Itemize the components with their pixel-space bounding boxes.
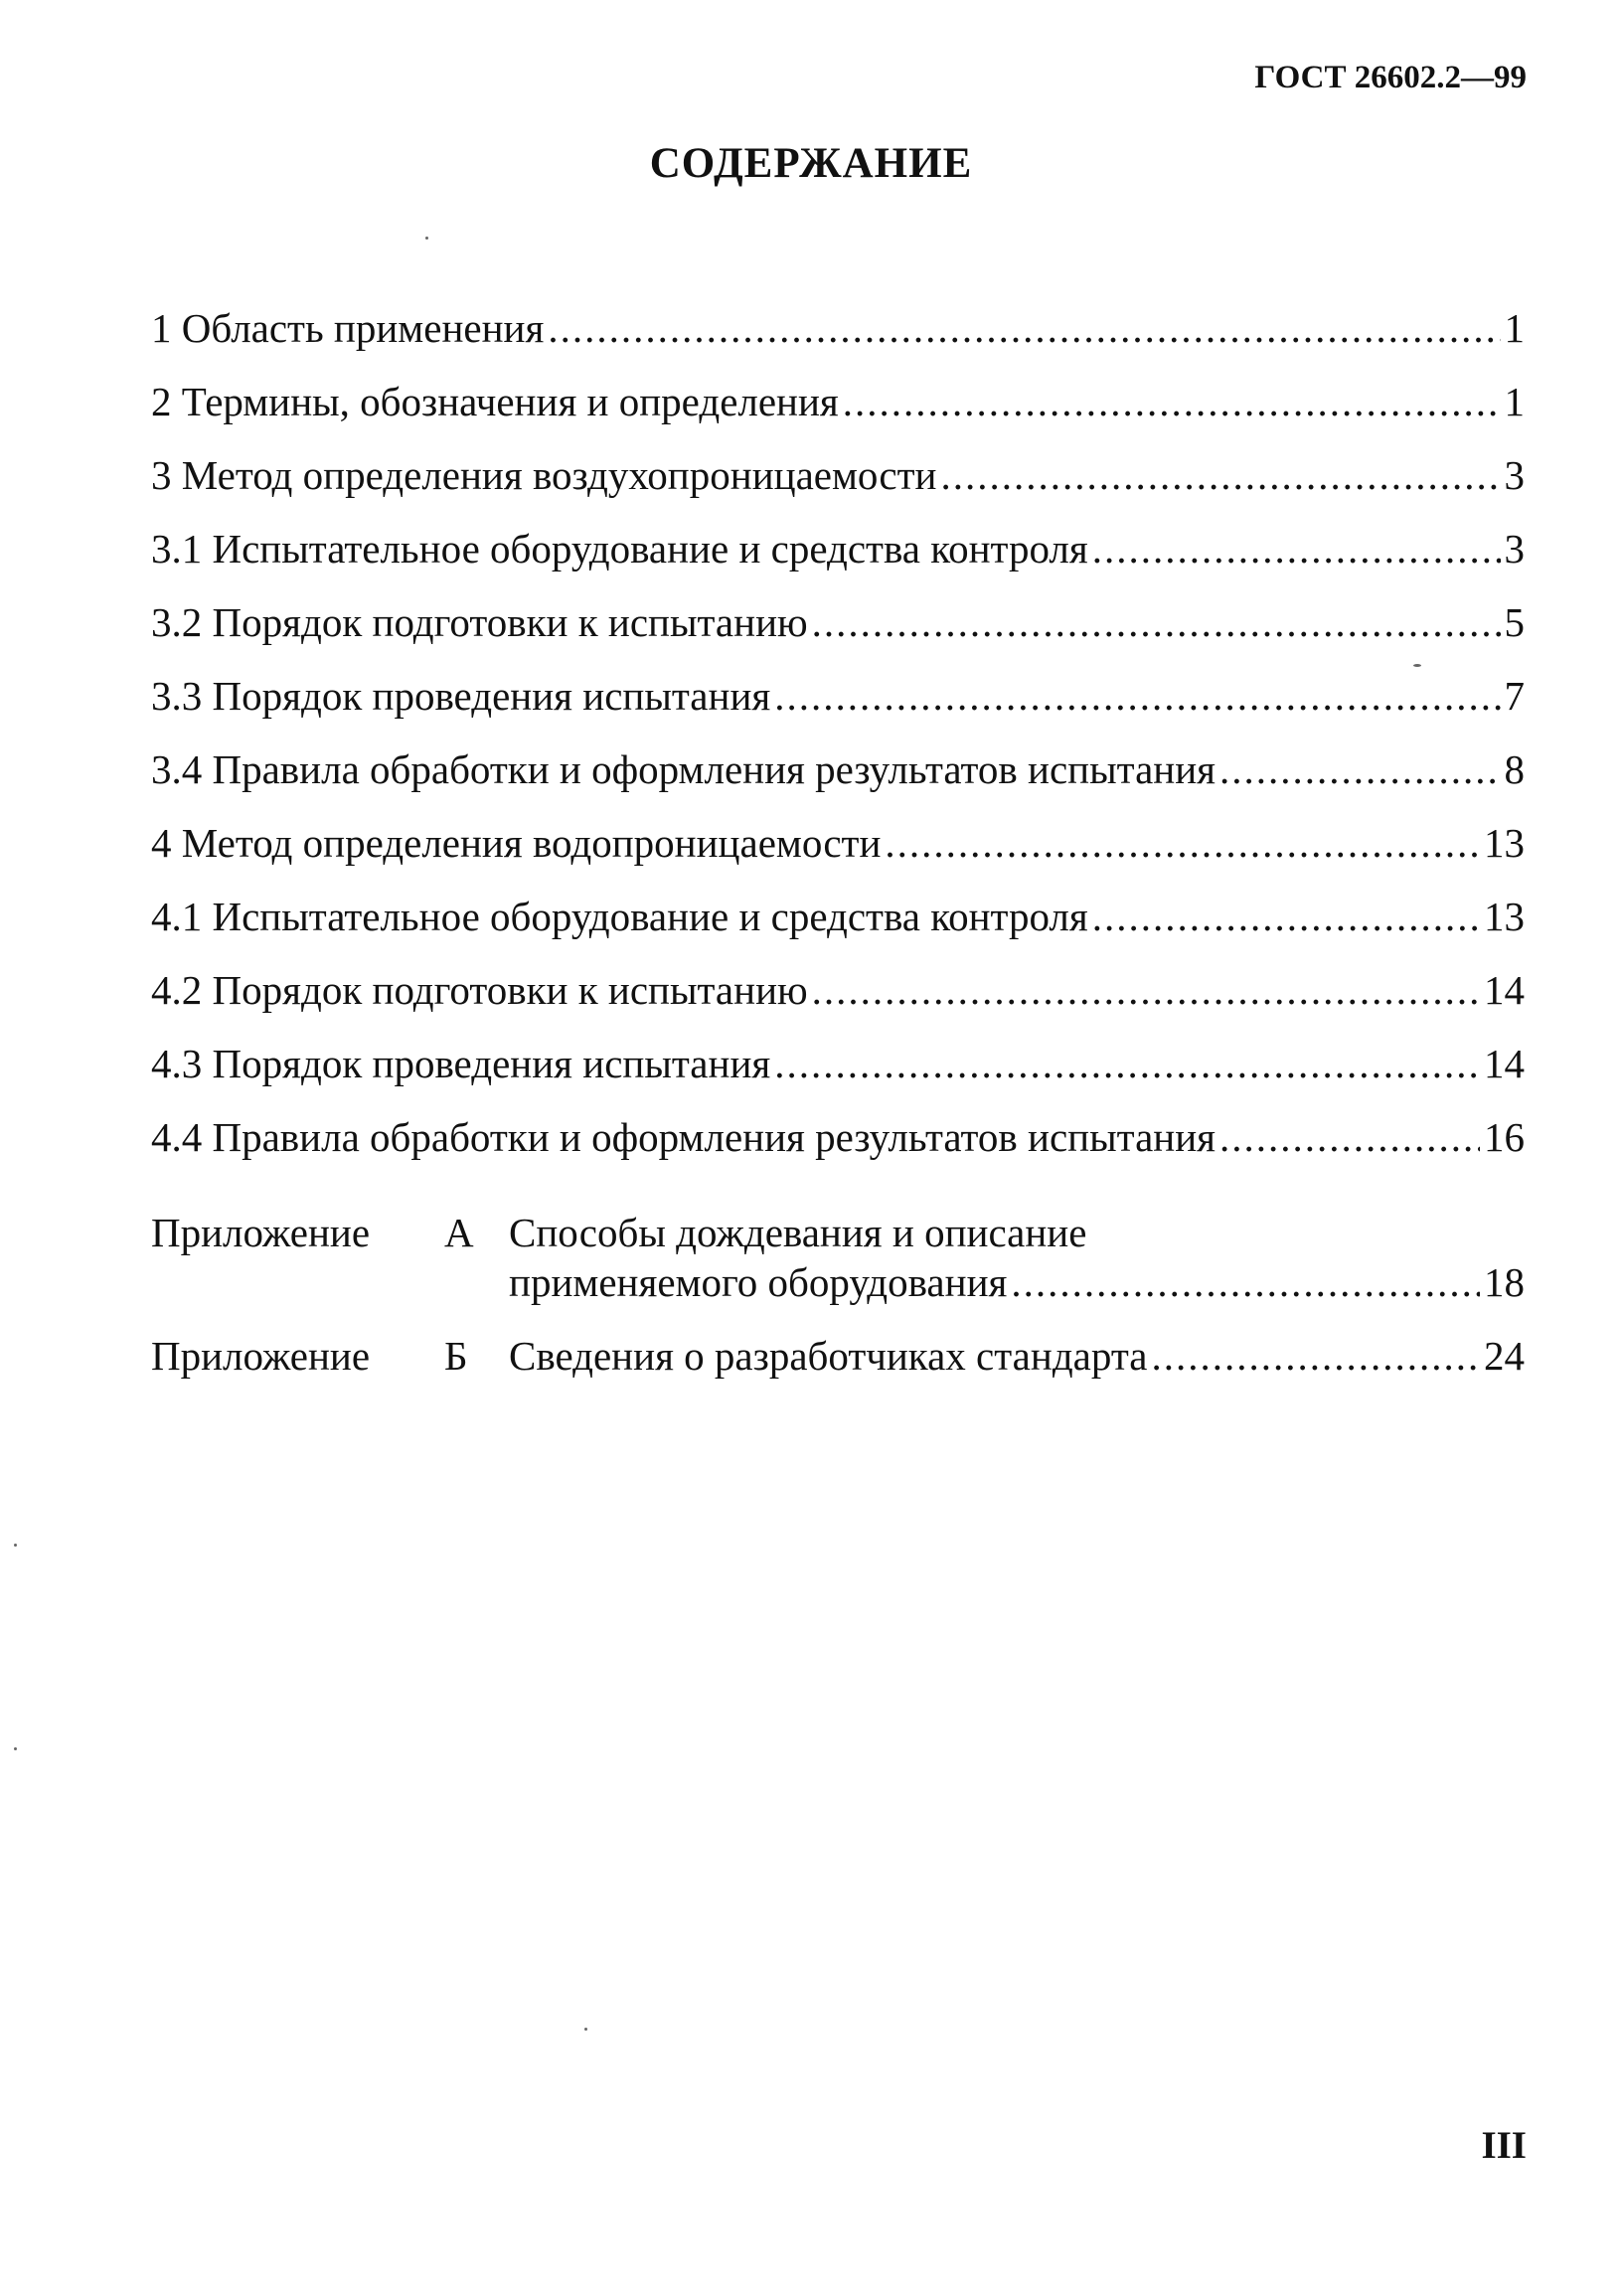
toc-entry-page: 1 xyxy=(1504,379,1525,424)
toc-entry-page: 1 xyxy=(1504,305,1525,351)
appendix-letter: Б xyxy=(444,1333,468,1379)
appendix-word: Приложение xyxy=(151,1210,371,1255)
toc-entry-page: 3 xyxy=(1504,452,1525,498)
appendix-title-line1: Способы дождевания и описание xyxy=(509,1210,1087,1255)
toc-entry xyxy=(151,598,1525,672)
toc-entry xyxy=(151,378,1525,451)
scan-speck xyxy=(14,1747,17,1750)
toc-entry-label: 3 Метод определения воздухопроницаемости xyxy=(151,452,937,498)
scan-speck xyxy=(1413,664,1421,667)
toc-entry-page: 14 xyxy=(1484,967,1525,1013)
toc-dot-leader xyxy=(812,966,1480,1014)
toc-dot-leader xyxy=(1011,1258,1480,1306)
toc-entry-page: 14 xyxy=(1484,1041,1525,1086)
appendix-word: Приложение xyxy=(151,1333,371,1379)
toc-dot-leader xyxy=(1219,745,1500,793)
toc-entry-label: 3.1 Испытательное оборудование и средства контроля xyxy=(151,526,1088,572)
toc-dot-leader xyxy=(812,598,1501,646)
appendix-page: 18 xyxy=(1484,1259,1525,1305)
toc-entry xyxy=(151,893,1525,966)
toc-dot-leader xyxy=(843,378,1501,425)
toc-entry-label: 4.2 Порядок подготовки к испытанию xyxy=(151,967,808,1013)
toc-entry-label: 4.4 Правила обработки и оформления результатов испытания xyxy=(151,1114,1216,1160)
toc-entry-label: 4.3 Порядок проведения испытания xyxy=(151,1041,771,1086)
toc-entry xyxy=(151,819,1525,893)
toc-dot-leader xyxy=(1219,1113,1480,1161)
toc-dot-leader xyxy=(1151,1332,1480,1380)
toc-entry xyxy=(151,1113,1525,1187)
toc-entry-label: 3.2 Порядок подготовки к испытанию xyxy=(151,599,808,645)
appendix-letter: А xyxy=(444,1210,474,1255)
scan-speck xyxy=(14,1544,17,1547)
scan-speck xyxy=(584,2028,587,2031)
toc-entry-label: 3.4 Правила обработки и оформления результатов испытания xyxy=(151,746,1216,792)
toc-dot-leader xyxy=(1092,525,1501,573)
toc-dot-leader xyxy=(774,672,1500,720)
toc-entry-label: 2 Термины, обозначения и определения xyxy=(151,379,839,424)
appendix-title-line2: Сведения о разработчиках стандарта xyxy=(509,1333,1148,1379)
toc-entry xyxy=(151,451,1525,525)
toc-dot-leader xyxy=(548,304,1500,352)
appendix-entry-a xyxy=(151,1209,1525,1332)
page-title: СОДЕРЖАНИЕ xyxy=(649,140,973,187)
toc-entry-page: 7 xyxy=(1504,673,1525,719)
toc-dot-leader xyxy=(1092,893,1480,940)
toc-entry-page: 13 xyxy=(1484,894,1525,939)
toc-entry-label: 3.3 Порядок проведения испытания xyxy=(151,673,771,719)
document-code: ГОСТ 26602.2—99 xyxy=(1254,60,1527,95)
toc-entry xyxy=(151,525,1525,598)
page-number: III xyxy=(1481,2124,1527,2167)
toc-entry xyxy=(151,304,1525,378)
appendix-page: 24 xyxy=(1484,1333,1525,1379)
toc-entry xyxy=(151,745,1525,819)
toc-entry-page: 3 xyxy=(1504,526,1525,572)
scan-speck xyxy=(425,237,428,240)
appendix-entry-b xyxy=(151,1332,1525,1405)
toc-entry-page: 13 xyxy=(1484,820,1525,866)
toc-entry-page: 8 xyxy=(1504,746,1525,792)
toc-entry xyxy=(151,672,1525,745)
table-of-contents xyxy=(151,304,1525,1405)
toc-dot-leader xyxy=(941,451,1501,499)
toc-entry-label: 4 Метод определения водопроницаемости xyxy=(151,820,882,866)
toc-entry-page: 16 xyxy=(1484,1114,1525,1160)
toc-entry xyxy=(151,966,1525,1040)
toc-dot-leader xyxy=(885,819,1480,867)
toc-entry-label: 1 Область применения xyxy=(151,305,545,351)
toc-entry-label: 4.1 Испытательное оборудование и средства контроля xyxy=(151,894,1088,939)
toc-entry xyxy=(151,1040,1525,1113)
toc-dot-leader xyxy=(774,1040,1480,1087)
appendix-title-line2: применяемого оборудования xyxy=(509,1259,1008,1305)
toc-entry-page: 5 xyxy=(1504,599,1525,645)
